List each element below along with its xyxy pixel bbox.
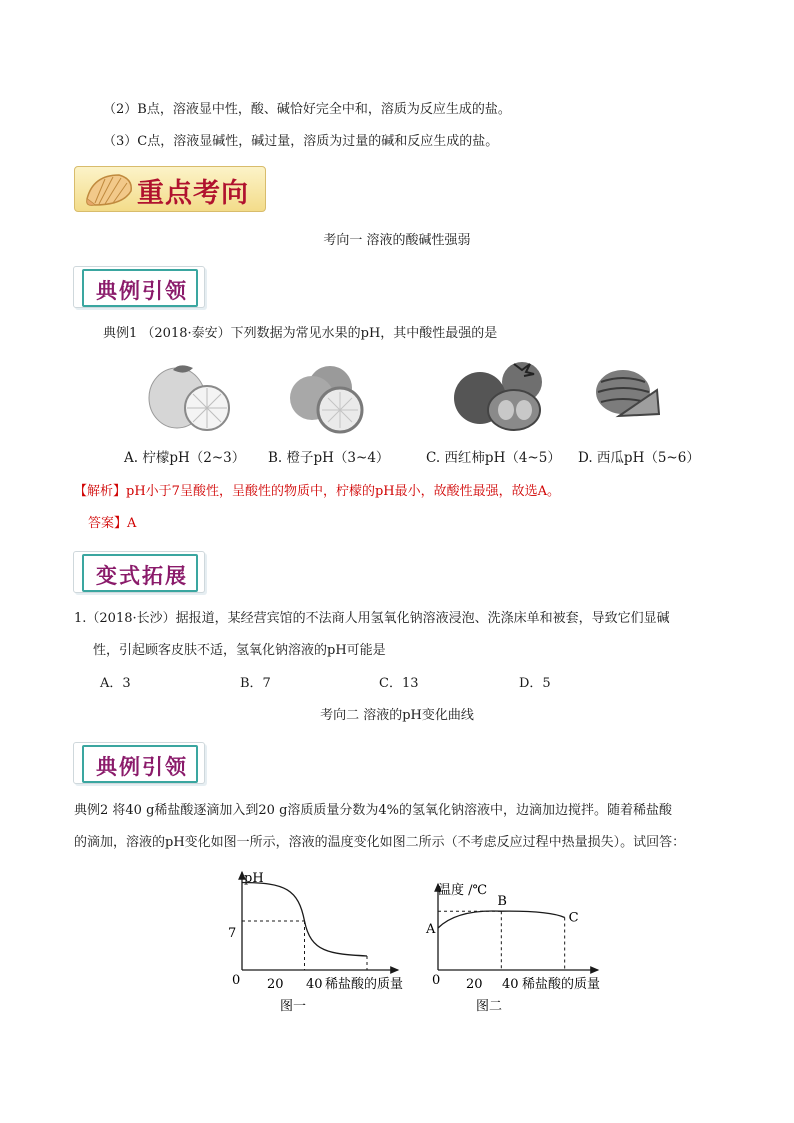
variant1-line2: 性，引起顾客皮肤不适，氢氧化钠溶液的pH可能是 (93, 643, 386, 658)
variant1-choice-a: A．3 (100, 676, 131, 691)
chart1-ylabel: pH (244, 871, 264, 886)
orange-image (288, 362, 368, 434)
chart1-xtick-20: 20 (267, 977, 284, 992)
chart2-xlabel: 稀盐酸的质量 (522, 977, 601, 992)
example-lead-label (73, 266, 205, 308)
example2-line1: 典例2 将40 g稀盐酸逐滴加入到20 g溶质质量分数为4%的氢氧化钠溶液中，边滴加边搅拌。随着稀盐酸 (74, 803, 673, 818)
watermelon-image (595, 368, 660, 420)
example-lead-text-2: 典例引领 (96, 754, 188, 779)
variant1-choice-b: B．7 (240, 676, 271, 691)
chart2-title: 图二 (476, 999, 503, 1014)
chart2-xtick-20: 20 (466, 977, 483, 992)
tomato-image (450, 358, 545, 433)
chart2-ylabel: 温度 /℃ (438, 883, 488, 898)
banner-title: 重点考向 (137, 178, 249, 209)
section1-title: 考向一 溶液的酸碱性强弱 (323, 233, 471, 248)
analysis (74, 482, 560, 502)
chart1-title: 图一 (280, 999, 307, 1014)
lemon-image (145, 362, 235, 432)
variant1-choice-c: C．13 (379, 676, 419, 691)
example-lead-label-2 (73, 742, 205, 784)
answer-value: A (127, 516, 137, 531)
example-lead-text: 典例引领 (96, 278, 188, 303)
key-direction-banner (74, 166, 266, 212)
option-d: D. 西瓜pH（5~6） (578, 450, 700, 466)
chart2-point-a: A (426, 922, 436, 937)
chart1-ytick-7: 7 (228, 926, 237, 941)
answer-label: 答案】 (88, 516, 128, 531)
analysis-label: 【解析】 (74, 484, 127, 499)
example2-line2: 的滴加，溶液的pH变化如图一所示，溶液的温度变化如图二所示（不考虑反应过程中热量损失）。试回答： (74, 835, 686, 850)
section2-title: 考向二 溶液的pH变化曲线 (320, 708, 474, 723)
option-c: C. 西红柿pH（4~5） (426, 450, 561, 466)
chart-temperature-curve (420, 876, 615, 1016)
chart1-ph-line (242, 883, 367, 957)
chart1-origin: 0 (232, 973, 241, 988)
variant1-choice-d: D．5 (519, 676, 551, 691)
chart1-xlabel: 稀盐酸的质量 (325, 977, 404, 992)
variant1-line1: 1.（2018·长沙）据报道，某经营宾馆的不法商人用氢氧化钠溶液浸泡、洗涤床单和被套，导致它们显碱 (74, 611, 670, 626)
chart2-point-c: C (568, 910, 579, 926)
answer (88, 514, 136, 534)
variant-text: 变式拓展 (96, 563, 188, 588)
chart2-xtick-40: 40 (502, 977, 519, 992)
variant-label (73, 551, 205, 593)
chart2-point-b: B (497, 894, 507, 910)
shell-icon (83, 169, 135, 209)
intro-line-3: （3）C点，溶液显碱性，碱过量，溶质为过量的碱和反应生成的盐。 (103, 134, 499, 149)
analysis-text: pH小于7呈酸性，呈酸性的物质中，柠檬的pH最小，故酸性最强，故选A。 (126, 484, 560, 499)
chart1-xtick-40: 40 (306, 977, 323, 992)
chart2-origin: 0 (432, 973, 441, 988)
intro-line-2: （2）B点，溶液显中性，酸、碱恰好完全中和，溶质为反应生成的盐。 (103, 102, 511, 117)
option-b: B. 橙子pH（3~4） (268, 450, 390, 466)
chart-ph-curve (222, 866, 412, 1016)
example1-question: 典例1 （2018·泰安）下列数据为常见水果的pH，其中酸性最强的是 (103, 326, 498, 341)
option-a: A. 柠檬pH（2~3） (124, 450, 246, 466)
